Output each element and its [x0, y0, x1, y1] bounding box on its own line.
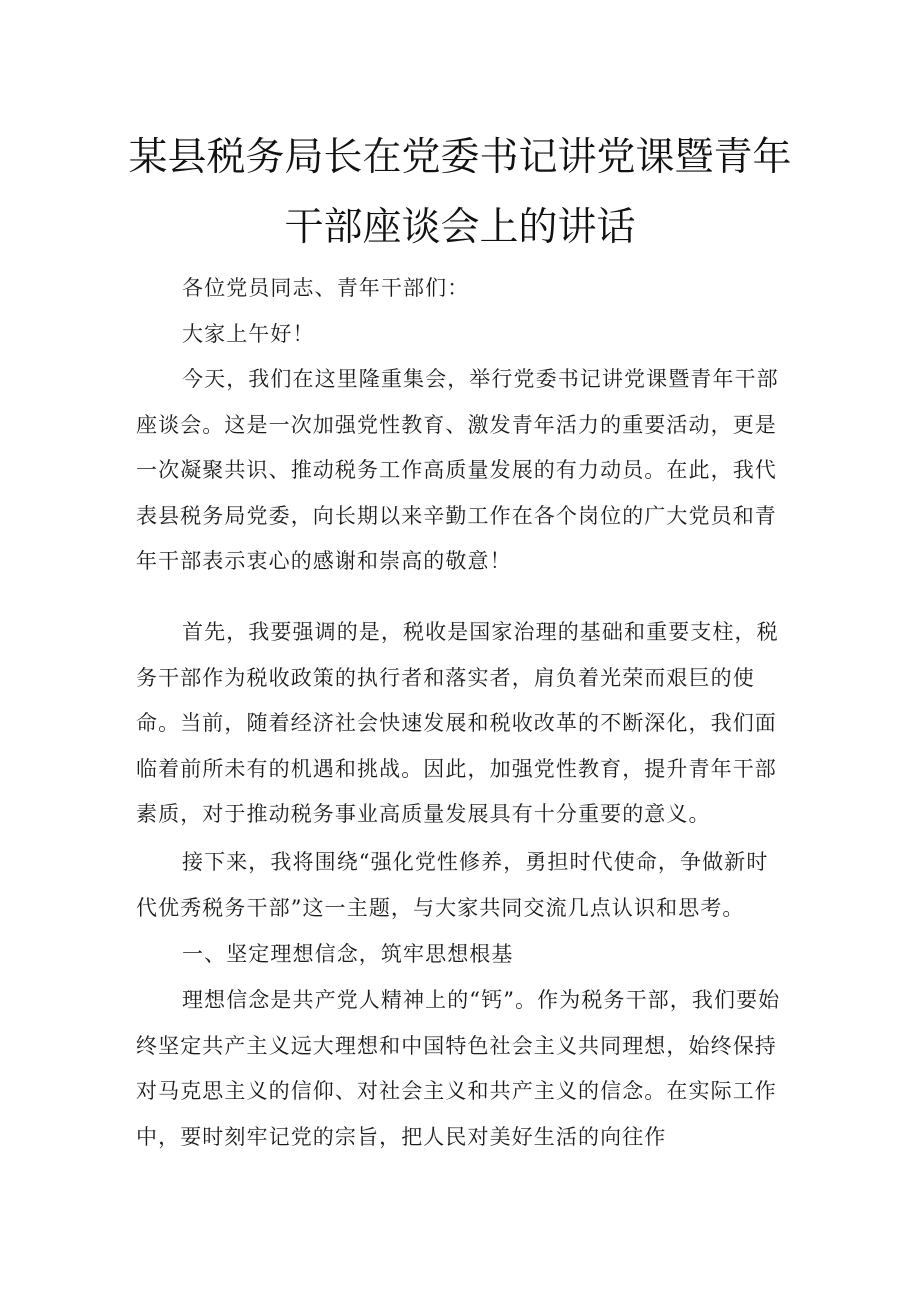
- document-title-line-2: 干部座谈会上的讲话: [284, 205, 636, 250]
- paragraph-opening: 今天，我们在这里隆重集会，举行党委书记讲党课暨青年干部座谈会。这是一次加强党性教育、激发青年活力的重要活动，更是一次凝聚共识、推动税务工作高质量发展的有力动员。在此，我代表县税务局党委，向长期以来辛勤工作在各个岗位的广大党员和青年干部表示衷心的感谢和崇高的敬意！: [136, 367, 779, 573]
- paragraph-theme: 接下来，我将围绕“强化党性修养，勇担时代使命，争做新时代优秀税务干部”这一主题，与大家共同交流几点认识和思考。: [136, 850, 769, 920]
- paragraph-ideals: 理想信念是共产党人精神上的“钙”。作为税务干部，我们要始终坚定共产主义远大理想和中国特色社会主义共同理想，始终保持对马克思主义的信仰、对社会主义和共产主义的信念。在实际工作中，要时刻牢记党的宗旨，把人民对美好生活的向往作: [136, 988, 781, 1149]
- greeting: 大家上午好！: [182, 322, 315, 346]
- section-heading-1: 一、坚定理想信念，筑牢思想根基: [182, 942, 514, 966]
- paragraph-first-point: 首先，我要强调的是，税收是国家治理的基础和重要支柱，税务干部作为税收政策的执行者和落实者，肩负着光荣而艰巨的使命。当前，随着经济社会快速发展和税收改革的不断深化，我们面临着前所未有的机遇和挑战。因此，加强党性教育，提升青年干部素质，对于推动税务事业高质量发展具有十分重要的意义。: [136, 620, 779, 826]
- salutation: 各位党员同志、青年干部们：: [182, 276, 470, 300]
- document-title-line-1: 某县税务局长在党委书记讲党课暨青年: [128, 135, 792, 180]
